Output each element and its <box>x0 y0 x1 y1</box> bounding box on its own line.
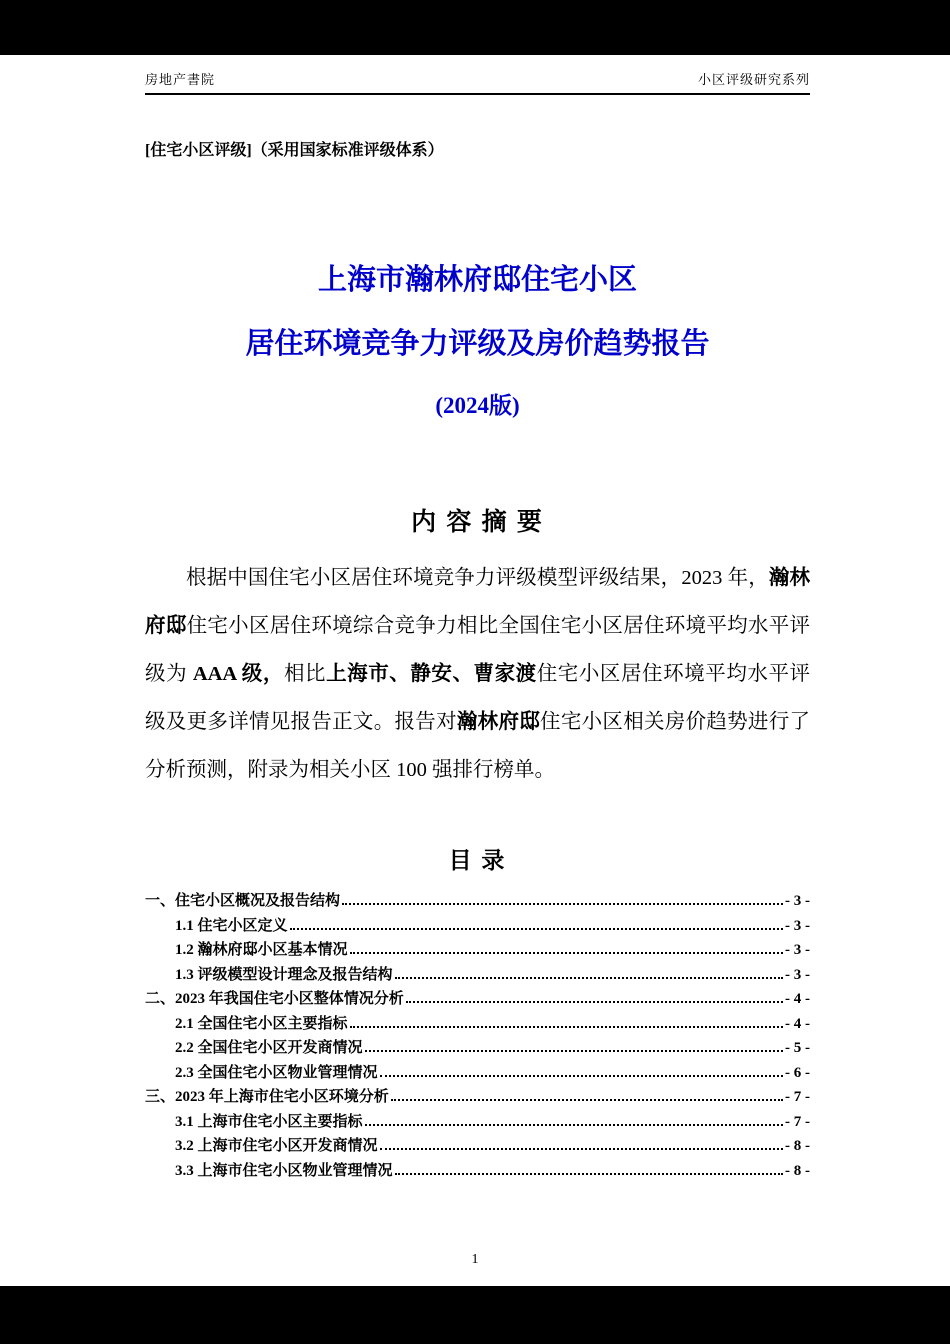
toc-dotted-leader <box>350 952 783 954</box>
toc-entry-label: 1.1 住宅小区定义 <box>175 917 288 934</box>
toc-entry-label: 3.1 上海市住宅小区主要指标 <box>175 1113 363 1130</box>
abstract-segment: 根据中国住宅小区居住环境竞争力评级模型评级结果，2023 年， <box>186 567 769 589</box>
toc-entry-page-number: - 5 - <box>785 1040 810 1056</box>
report-title <box>145 248 810 436</box>
document-page <box>0 55 950 1286</box>
rating-tagline: [住宅小区评级]（采用国家标准评级体系） <box>145 142 444 159</box>
toc-entry <box>145 987 810 1012</box>
toc-entry-page-number: - 4 - <box>785 1015 810 1032</box>
abstract-segment: 住宅小区居住环境平均水平评级及更多详情见报告正文。报告对 <box>145 663 811 733</box>
abstract-segment: 住宅小区相关房价趋势进行了分析预测，附录为相关小区 100 强排行榜单。 <box>145 711 811 781</box>
toc-entry-page-number: - 7 - <box>785 1089 810 1105</box>
report-title-line1: 上海市瀚林府邸住宅小区 <box>317 264 637 296</box>
toc-entry-label: 一、住宅小区概况及报告结构 <box>145 893 341 909</box>
page-header <box>145 69 810 88</box>
toc-dotted-leader <box>365 1124 783 1126</box>
toc-entry <box>145 1036 810 1061</box>
abstract-segment-region: 上海市、静安、曹家渡 <box>326 663 537 685</box>
report-version: (2024版) <box>435 393 520 418</box>
toc-entry-label: 三、2023 年上海市住宅小区环境分析 <box>145 1089 389 1105</box>
toc-dotted-leader <box>391 1099 783 1101</box>
abstract-segment-community-name: 瀚林府邸 <box>145 567 811 637</box>
toc-entry <box>145 1061 810 1086</box>
page-footer <box>0 1252 950 1268</box>
toc-entry-page-number: - 3 - <box>785 942 810 958</box>
toc-entry <box>145 1110 810 1135</box>
toc-entry-page-number: - 8 - <box>785 1138 810 1154</box>
toc-entry-label: 2.3 全国住宅小区物业管理情况 <box>175 1064 378 1081</box>
abstract-heading: 内 容 摘 要 <box>411 509 544 536</box>
abstract-segment: 相比 <box>283 663 327 685</box>
toc-entry-page-number: - 6 - <box>785 1064 810 1081</box>
toc-entry-label: 1.3 评级模型设计理念及报告结构 <box>175 966 393 983</box>
toc-dotted-leader <box>406 1001 783 1003</box>
toc-entry-label: 3.3 上海市住宅小区物业管理情况 <box>175 1162 393 1179</box>
toc-entry-page-number: - 3 - <box>785 966 810 983</box>
abstract-paragraph <box>145 554 810 794</box>
toc-dotted-leader <box>350 1026 783 1028</box>
toc-entry-label: 2.1 全国住宅小区主要指标 <box>175 1015 348 1032</box>
toc-dotted-leader <box>395 977 783 979</box>
toc-entry <box>145 889 810 914</box>
report-title-line2: 居住环境竞争力评级及房价趋势报告 <box>245 328 710 360</box>
toc-entry <box>145 1159 810 1184</box>
toc-entry <box>145 938 810 963</box>
toc-entry-label: 2.2 全国住宅小区开发商情况 <box>175 1040 363 1056</box>
abstract-segment-rating: AAA 级， <box>192 663 284 685</box>
toc-entry-page-number: - 7 - <box>785 1113 810 1130</box>
abstract-segment-community-name: 瀚林府邸 <box>456 711 541 733</box>
toc-entry-page-number: - 4 - <box>785 991 810 1007</box>
toc-entry-page-number: - 3 - <box>785 917 810 934</box>
toc-entry <box>145 1134 810 1159</box>
toc-entry-page-number: - 8 - <box>785 1162 810 1179</box>
toc-dotted-leader <box>342 903 783 905</box>
toc-entry-label: 3.2 上海市住宅小区开发商情况 <box>175 1138 378 1154</box>
toc-entry <box>145 963 810 988</box>
toc-entry <box>145 1012 810 1037</box>
abstract-segment: 住宅小区居住环境综合竞争力相比全国住宅小区居住环境平均水平评级为 <box>145 615 811 685</box>
toc-entry <box>145 914 810 939</box>
toc-dotted-leader <box>380 1148 783 1150</box>
table-of-contents <box>145 889 810 1183</box>
toc-entry <box>145 1085 810 1110</box>
toc-entry-label: 1.2 瀚林府邸小区基本情况 <box>175 942 348 958</box>
page-number: 1 <box>471 1252 479 1267</box>
toc-dotted-leader <box>290 928 783 930</box>
header-divider <box>145 93 810 95</box>
toc-dotted-leader <box>365 1050 783 1052</box>
toc-entry-page-number: - 3 - <box>785 893 810 909</box>
toc-entry-label: 二、2023 年我国住宅小区整体情况分析 <box>145 991 404 1007</box>
header-left-label: 房地产書院 <box>145 72 216 87</box>
toc-dotted-leader <box>380 1075 783 1077</box>
toc-heading: 目 录 <box>448 848 507 873</box>
toc-dotted-leader <box>395 1173 783 1175</box>
header-right-label: 小区评级研究系列 <box>697 72 810 87</box>
